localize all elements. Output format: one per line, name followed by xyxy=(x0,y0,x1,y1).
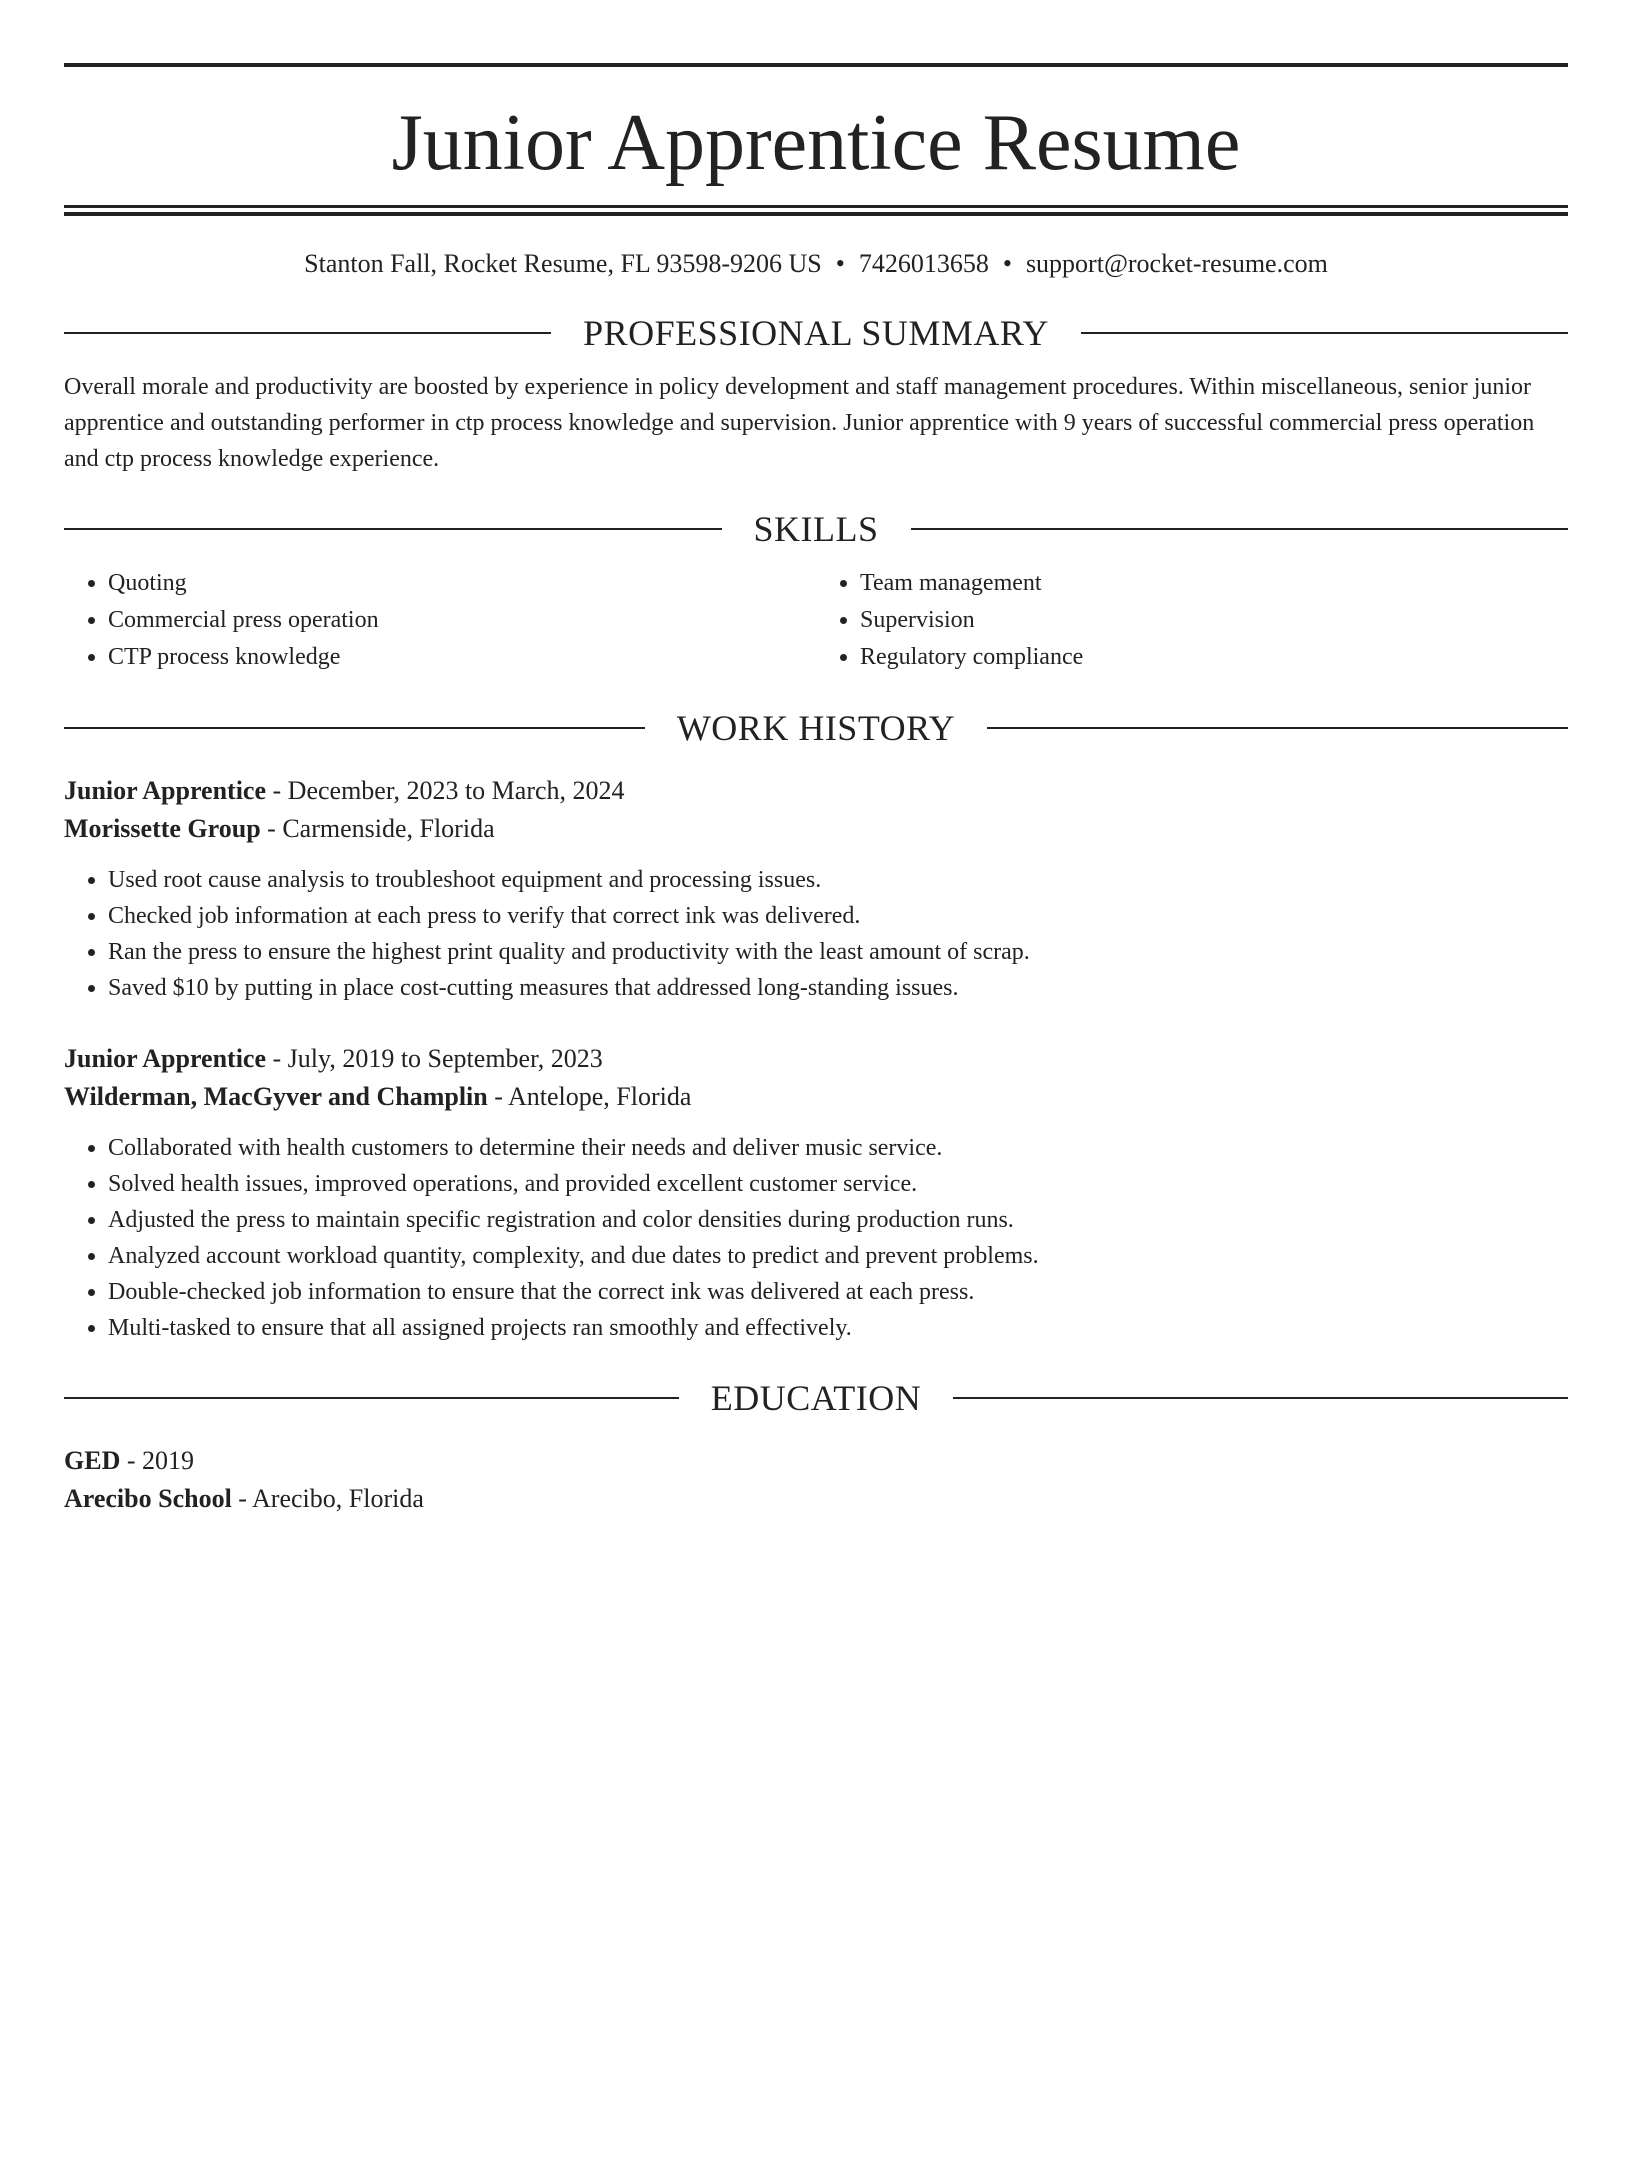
section-title: WORK HISTORY xyxy=(676,708,956,748)
job-entry xyxy=(64,772,1568,1006)
job-dates: - December, 2023 to March, 2024 xyxy=(266,776,625,805)
skill-item: • Quoting xyxy=(108,565,816,602)
section-rule xyxy=(64,528,722,530)
job-bullet: • Saved $10 by putting in place cost-cutting measures that addressed long-standing issues. xyxy=(108,970,1568,1006)
section-rule xyxy=(953,1397,1568,1399)
education-year: - 2019 xyxy=(120,1446,195,1475)
job-location: - Antelope, Florida xyxy=(487,1082,692,1111)
contact-address: Stanton Fall, Rocket Resume, FL 93598-9206 US xyxy=(304,249,822,278)
skills-list xyxy=(64,565,1568,676)
job-company: Wilderman, MacGyver and Champlin xyxy=(64,1082,488,1111)
job-bullet: • Double-checked job information to ensure that the correct ink was delivered at each press. xyxy=(108,1274,1568,1310)
section-title: EDUCATION xyxy=(710,1378,922,1418)
education-entry xyxy=(64,1442,1568,1518)
contact-email: support@rocket-resume.com xyxy=(1025,249,1328,278)
job-bullets xyxy=(64,862,1568,1006)
education-school: Arecibo School xyxy=(64,1484,232,1513)
contact-line xyxy=(64,247,1568,281)
job-entry xyxy=(64,1040,1568,1346)
job-bullet: • Multi-tasked to ensure that all assigned projects ran smoothly and effectively. xyxy=(108,1310,1568,1346)
section-rule xyxy=(1081,332,1568,334)
job-bullet: • Used root cause analysis to troubleshoot equipment and processing issues. xyxy=(108,862,1568,898)
job-bullet: • Ran the press to ensure the highest print quality and productivity with the least amount of scrap. xyxy=(108,934,1568,970)
skill-item: • Regulatory compliance xyxy=(860,639,1568,676)
section-header-education xyxy=(64,1376,1568,1420)
education-school-line xyxy=(64,1480,1568,1518)
section-rule xyxy=(64,332,551,334)
resume-page xyxy=(0,63,1632,2175)
double-rule xyxy=(64,205,1568,216)
job-bullet: • Collaborated with health customers to determine their needs and deliver music service. xyxy=(108,1130,1568,1166)
education-degree-line xyxy=(64,1442,1568,1480)
section-header-skills xyxy=(64,507,1568,551)
job-role: Junior Apprentice xyxy=(64,1044,267,1073)
section-title: SKILLS xyxy=(753,509,879,549)
section-header-work xyxy=(64,706,1568,750)
skill-item: • Commercial press operation xyxy=(108,602,816,639)
contact-separator: • xyxy=(1002,249,1012,278)
resume-title: Junior Apprentice Resume xyxy=(391,99,1241,187)
skill-item: • Team management xyxy=(860,565,1568,602)
job-location: - Carmenside, Florida xyxy=(260,814,495,843)
job-dates: - July, 2019 to September, 2023 xyxy=(266,1044,603,1073)
section-title: PROFESSIONAL SUMMARY xyxy=(583,313,1049,353)
job-bullet: • Adjusted the press to maintain specific registration and color densities during production runs. xyxy=(108,1202,1568,1238)
education-degree: GED xyxy=(64,1446,121,1475)
job-role-line xyxy=(64,772,1568,810)
skills-column-left xyxy=(64,565,816,676)
section-rule xyxy=(911,528,1569,530)
skill-item: • CTP process knowledge xyxy=(108,639,816,676)
section-header-summary xyxy=(64,311,1568,355)
top-rule xyxy=(64,63,1568,67)
section-rule xyxy=(64,727,645,729)
job-company: Morissette Group xyxy=(64,814,261,843)
skill-item: • Supervision xyxy=(860,602,1568,639)
job-bullet: • Solved health issues, improved operations, and provided excellent customer service. xyxy=(108,1166,1568,1202)
section-rule xyxy=(64,1397,679,1399)
section-rule xyxy=(987,727,1568,729)
job-bullets xyxy=(64,1130,1568,1346)
education-location: - Arecibo, Florida xyxy=(231,1484,424,1513)
job-role: Junior Apprentice xyxy=(64,776,267,805)
job-role-line xyxy=(64,1040,1568,1078)
job-company-line xyxy=(64,810,1568,848)
job-bullet: • Checked job information at each press to verify that correct ink was delivered. xyxy=(108,898,1568,934)
contact-separator: • xyxy=(835,249,845,278)
summary-text: Overall morale and productivity are boosted by experience in policy development and staff management procedures. Within miscellaneous, senior junior apprentice and outstanding performer in ctp process knowledge and supervision. Junior apprentice with 9 years of successful commercial press operation and ctp process knowledge experience. xyxy=(64,374,1535,472)
contact-phone: 7426013658 xyxy=(858,249,989,278)
job-company-line xyxy=(64,1078,1568,1116)
job-bullet: • Analyzed account workload quantity, complexity, and due dates to predict and prevent problems. xyxy=(108,1238,1568,1274)
skills-column-right xyxy=(816,565,1568,676)
